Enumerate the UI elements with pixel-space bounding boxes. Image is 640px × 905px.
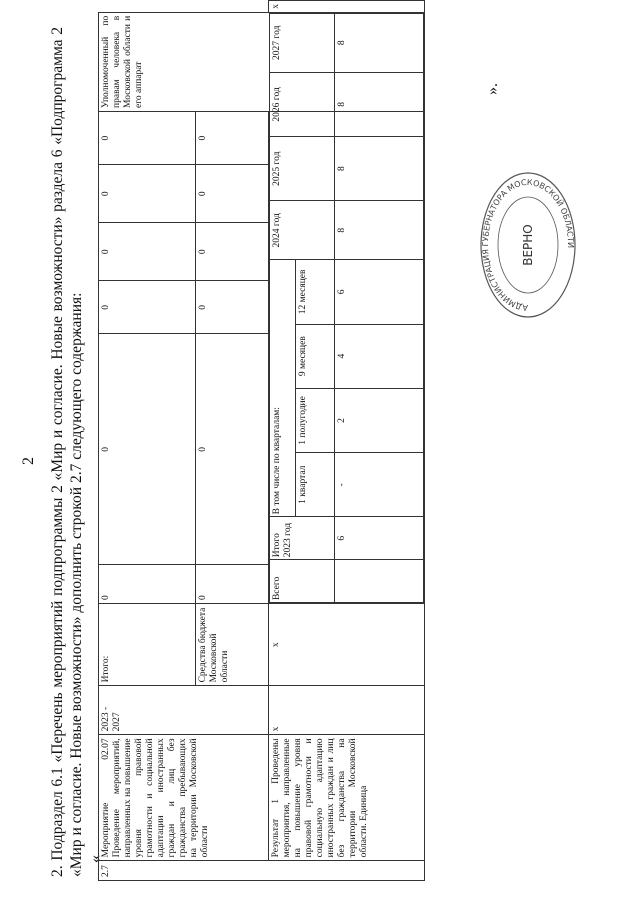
year-header: 2025 год [270,137,335,201]
total-value: 0 [99,111,196,164]
intro-paragraph: 2. Подраздел 6.1 «Перечень мероприятий подпрограммы 2 «Мир и согласие. Новые возможности» раздела 6 «Подпрограмма 2 «Мир и согласие. Новые возможности» дополнить строкой 2.7 следующего содержания: [49,27,85,877]
source-value: 0 [196,334,269,565]
closing-quote: ». [484,83,501,95]
opening-quote: « [87,855,104,863]
quarter-header: 12 месяцев [296,260,335,324]
year-value: 8 [335,137,424,201]
quarter-value: - [335,453,424,517]
total-value: 0 [99,334,196,565]
quarter-header: 1 полугодие [296,388,335,452]
event-period: 2023 - 2027 [99,686,269,735]
quarters-header: В том числе по кварталам: [270,260,296,517]
quarter-value: 6 [335,260,424,324]
official-stamp [478,170,578,320]
year-header: 2027 год [270,13,335,72]
result-breakdown [269,12,425,603]
total-value: 0 [99,281,196,334]
stamp-outer-text: АДМИНИСТРАЦИЯ ГУБЕРНАТОРА МОСКОВСКОЙ ОБЛАСТИ [480,177,575,313]
quarter-value: 2 [335,388,424,452]
year-value: 8 [335,13,424,72]
row-number: 2.7 [99,861,425,881]
source-value: 0 [196,281,269,334]
year-header: 2024 год [270,201,335,260]
quarter-header: 9 месяцев [296,324,335,388]
page-number: 2 [20,457,37,465]
total-label: Итого: [99,604,196,686]
total-value-cell [335,560,424,603]
year-2023-header: Итого 2023 год [270,517,335,560]
total-value: 0 [99,223,196,281]
event-name: Мероприятие 02.07 Проведение мероприятий, направленных на повышение уровня правовой грамотности и социальной адаптации иностранных граждан и лиц без гражданства пребывающих на территории Московской области [99,735,269,861]
year-header: 2026 год [270,72,335,136]
source-value: 0 [196,165,269,223]
result-responsible: х [269,1,425,13]
responsible-executor: Уполномоченный по правам человека в Московской области и его аппарат [99,12,425,111]
result-period: х [269,686,425,735]
quarter-header: 1 квартал [296,453,335,517]
year-value: 8 [335,201,424,260]
funding-source: Средства бюджета Московской области [196,604,269,686]
total-value: 0 [99,565,196,604]
events-table [98,0,425,881]
result-source: х [269,604,425,686]
quarters-table [269,13,424,603]
event-total-row [99,1,196,881]
source-value: 0 [196,223,269,281]
source-value: 0 [196,565,269,604]
total-header: Всего [270,560,335,603]
result-text: Результат 1 Проведены мероприятия, направленные на повышение уровня правовой грамотности и социальную адаптацию иностранных граждан и лиц без гражданства на территории Московской области. Единица [269,735,425,861]
source-value: 0 [196,111,269,164]
result-row [269,1,425,881]
year-2023-value: 6 [335,517,424,560]
year-value: 8 [335,72,424,136]
total-value: 0 [99,165,196,223]
quarter-value: 4 [335,324,424,388]
stamp-inner-text: ВЕРНО [521,224,535,266]
